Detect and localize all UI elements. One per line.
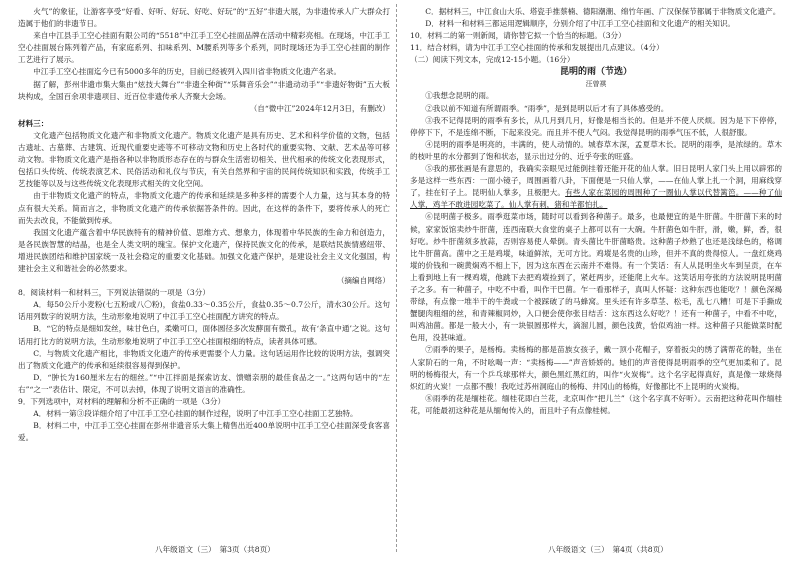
essay-paragraph-1: ①我想念昆明的雨。: [425, 91, 494, 101]
essay-title: 昆明的雨（节选）: [559, 67, 632, 78]
material2-paragraph-3: 中江手工空心挂面迄今已有5000多年的历史，目前已经被列入四川省非物质文化遗产名录。: [33, 67, 342, 77]
material3-paragraph-2: 由于非物质文化遗产的特点，非物质文化遗产的传承和延续是多种多样的需要个人力量，这与其本身的特点有很大关系。简而言之，非物质文化遗产的传承依据答条件的。因此，在这样的条件下，要将传承人的死亡而失去改良，不能做到传承。: [18, 191, 390, 225]
page-4-footer: 八年级语文（三） 第4页（共8页）: [548, 545, 668, 554]
material2-paragraph-2: 来自中江县手工空心挂面有限公司的“5518”中江手工空心挂面品牌在活动中精彩亮相。在现场，中江手工空心挂面展台陈列着产品，有家庭系列、扣味系列、M腰系列等多个系列，同时现场还为手工空心挂面的制作工艺进行了展示。: [18, 31, 390, 65]
essay-paragraph-7: ⑦雨季的果子，是杨梅。卖杨梅的都是苗族女孩子，戴一顶小花帽子，穿着扳尖的绣了满帮花的鞋，坐在人家阶石的一角，不时吆喝一声：“卖杨梅——”声音娇娇的。她们的声音使得昆明雨季的空气更加柔和了。昆明的杨梅很大，有一个乒乓球那样大，颜色黑红黑红的，叫作“火炭梅”。这个名字起得真好，真是像一球烧得炽红的火炭！一点都不酸！我吃过苏州洞庭山的杨梅、井冈山的杨梅，好像都比不上昆明的火炭梅。: [410, 345, 782, 391]
page-3-footer: 八年级语文（三） 第3页（共8页）: [155, 545, 275, 554]
essay-paragraph-2: ②我以前不知道有所谓雨季。“雨季”，是到昆明以后才有了具体感受的。: [425, 103, 669, 113]
question-8-option-c: C．与物质文化遗产相比，非物质文化遗产的传承更需要个人力量。这句话运用作比较的说明方法，强调突出了物质文化遗产的传承和延续很容易得到保护。: [18, 348, 390, 370]
material3-paragraph-1: 文化遗产包括物质文化遗产和非物质文化遗产。物质文化遗产是具有历史、艺术和科学价值的文物，包括古遗址、古墓葬、古建筑、近现代重要史迹等不可移动文物和历史上各时代的重要实物、文献、艺术品等可移动文物。非物质文化遗产是指各种以非物质形态存在的与群众生活密切相关、世代相承的传统文化表现形式，包括口头传统、传统表演艺术、民俗活动和礼仪与节庆，有关自然界和宇宙的民间传统知识和实践，传统手工艺技能等以及与这些传统文化表现形式相关的文化空间。: [18, 130, 390, 189]
question-8-option-a: A．每50公斤小麦粉(七五粉或八〇粉)，食盐0.33～0.35公斤，食盐0.35～0.7公斤，清水30公斤。这句话用列数字的说明方法，生动形象地说明了中江手工空心挂面配方讲究的特点。: [18, 300, 390, 322]
essay-paragraph-3: ③我不记得昆明的雨季有多长，从几月到几月，好像是相当长的。但是并不使人厌烦。因为是下下停停，停停下下，不是连绵不断，下起来没完。而且并不使人气闷。我觉得昆明的雨季气压不低，人很舒服。: [410, 115, 782, 137]
material3-paragraph-3: 我国文化遗产蕴含着中华民族特有的精神价值、思维方式、想象力，体现着中华民族的生命力和创造力，是各民族智慧的结晶，也是全人类文明的瑰宝。保护文化遗产，保持民族文化的传承，是联结民族情感纽带、增进民族团结和维护国家统一及社会稳定的重要文化基础。加强文化遗产保护，是建设社会主义文化强国，构建社会主义和谐社会的必然要求。: [18, 227, 390, 273]
essay-paragraph-5-underlined: 有些人家在菜园的周围种了一圈仙人掌以代替篱笆。——种了仙人掌，鸡羊不敢进园吃菜了。仙人掌有刺，猪和羊都怕扎。: [410, 188, 783, 210]
question-8: 8．阅读材料一和材料三，下列说法错误的一项是（3分）: [18, 288, 210, 298]
question-11: 11．结合材料，请为中江手工空心挂面的传承和发展提出几点建议。（4分）: [410, 43, 664, 53]
material2-paragraph-1: 火气”的象征，让游客享受“好看、好听、好玩、好吃、好玩”的“五好”非遗大展，为非遗传承人广大群众打造属于他们的非遗节日。: [18, 7, 390, 29]
material2-paragraph-4: 据了解，彭州非遗市集大集由“炫技大舞台”“非遗全种街”“乐舞音乐会”“非遗动动手”“非遗好物街”五大板块构成，全国百余项非遗项目、近百位非遗传承人齐聚大会场。: [18, 79, 390, 101]
question-8-option-d: D．“肿长为160厘米左右的细丝。”“中江拌面是探索访友、馈赠亲朋的最佳食品之一。”这两句话中的“左右”“之一”表估计、限定，不可以去掉，体现了说明文语言的准确性。: [18, 372, 390, 394]
essay-paragraph-8: ⑧雨季的花是缅桂花。缅桂花即白兰花，北京叫作“把儿兰”（这个名字真不好听）。云南把这种花叫作缅桂花，可能最初这种花是从缅甸传入的，而且叶子有点像桂树。: [410, 393, 782, 415]
essay-paragraph-6: ⑥昆明菌子极多。雨季逛菜市场，随时可以看到各种菌子。最多，也最便宜的是牛肝菌。牛肝菌下来的时候，家家饭馆卖炒牛肝菌，连西南联大食堂的桌子上都可以有一大碗。牛肝菌色如牛肝，滑，嫩，鲜，香，很好吃。炒牛肝菌须多放蒜，否则容易使人晕倒。青头菌比牛肝菌略贵。这种菌子炒熟了也还是浅绿色的，格调比牛肝菌高。菌中之王是鸡㙡，味道鲜浓，无可方比。鸡㙡是名贵的山珍，但并不真的贵得惊人。一盘红烧鸡㙡的价钱和一碗黄焖鸡不相上下，因为这东西在云南并不难得。有一个笑话：有人从昆明坐火车到呈贡，在车上看到地上有一棵鸡㙡，他跳下去把鸡㙡捡到了，紧赶两步，还能爬上火车。这笑话用夸张的方法说明昆明菌子之多。有一种菌子，中吃不中看，叫作干巴菌。乍一看那样子，真叫人怀疑：这种东西也能吃？！颜色深褐带绿，有点像一堆半干的牛粪或一个被踩破了的马蜂窝。里头还有许多草茎、松毛，乱七八糟！可是下手撕成蟹腿肉粗细的丝，和青辣椒同炒，入口便会使你张目结舌：这东西这么好吃？！还有一种菌子，中看不中吃，叫鸡油菌。都是一般大小，有一块银圆那样大，滴溜儿圆，颜色浅黄，恰似鸡油一样。这种菌子只能做菜时配色用，没甚味道。: [410, 212, 782, 343]
material3-heading: 材料三：: [18, 118, 49, 128]
question-10: 10．材料二的第一则新闻，请你替它拟一个恰当的标题。（3分）: [410, 31, 626, 41]
material3-source: （摘编自网络）: [336, 276, 390, 286]
question-9-option-b: B．材料二中，中江手工空心挂面在彭州非遗音乐大集上精售出近400单说明中江手工空心挂面深受食客喜爱。: [18, 421, 390, 443]
page-3-column: [18, 6, 390, 444]
question-9: 9．下列选项中，对材料的理解和分析不正确的一项是（3分）: [18, 397, 226, 406]
essay-paragraph-5-text: ⑤我的那张画是有意思的，我确实亲眼见过能倒挂着还能开花的仙人掌。旧日昆明人家门头上用以辟邪的多是这样一些东西：一面小镜子，周围画着八卦，下面便是一只仙人掌，——在仙人掌上扎一个洞，用麻线穿了，挂在钉子上。昆明仙人掌多，且极肥大。: [410, 164, 782, 198]
section-2-instruction: （二）阅读下列文本，完成12-15小题。（16分）: [410, 55, 575, 65]
question-9-option-c: C．据材料三，中江食山大乐、塔瓷手推蔡楠、德阳潮潮、绵竹年画、广汉保保节都属于非物质文化遗产。: [425, 7, 781, 16]
question-9-option-d: D．材料一和材料三都运用逻辑顺序，分别介绍了中江手工空心挂面和文化遗产的相关知识。: [425, 19, 736, 29]
material2-source: （自“微中江”2024年12月3日，有删改）: [249, 103, 390, 113]
essay-paragraph-5: [410, 163, 782, 211]
question-8-option-b: B．“它的特点是细如发丝，味甘色白，柔嫩可口，面体圆径多次发酵面有微孔，故有‘条直中通’之说。这句话用打比方的说明方法，生动形象地说明了中江手工空心挂面根细的特点，读者具体可感。: [18, 324, 390, 346]
question-9-option-a: A．材料一第③段详细介绍了中江手工空心挂面的制作过程，说明了中江手工空心挂面工艺独特。: [33, 409, 358, 419]
page-4-column: [410, 6, 782, 417]
essay-paragraph-4: ④昆明的雨季是明亮的，丰满的，使人动情的。城春草木深，孟夏草木长。昆明的雨季，是浓绿的。草木的枝叶里的水分都到了饱和状态，显示出过分的、近乎夸张的旺盛。: [410, 139, 782, 161]
essay-author: 汪曾祺: [585, 80, 607, 89]
page-divider: [396, 4, 397, 552]
